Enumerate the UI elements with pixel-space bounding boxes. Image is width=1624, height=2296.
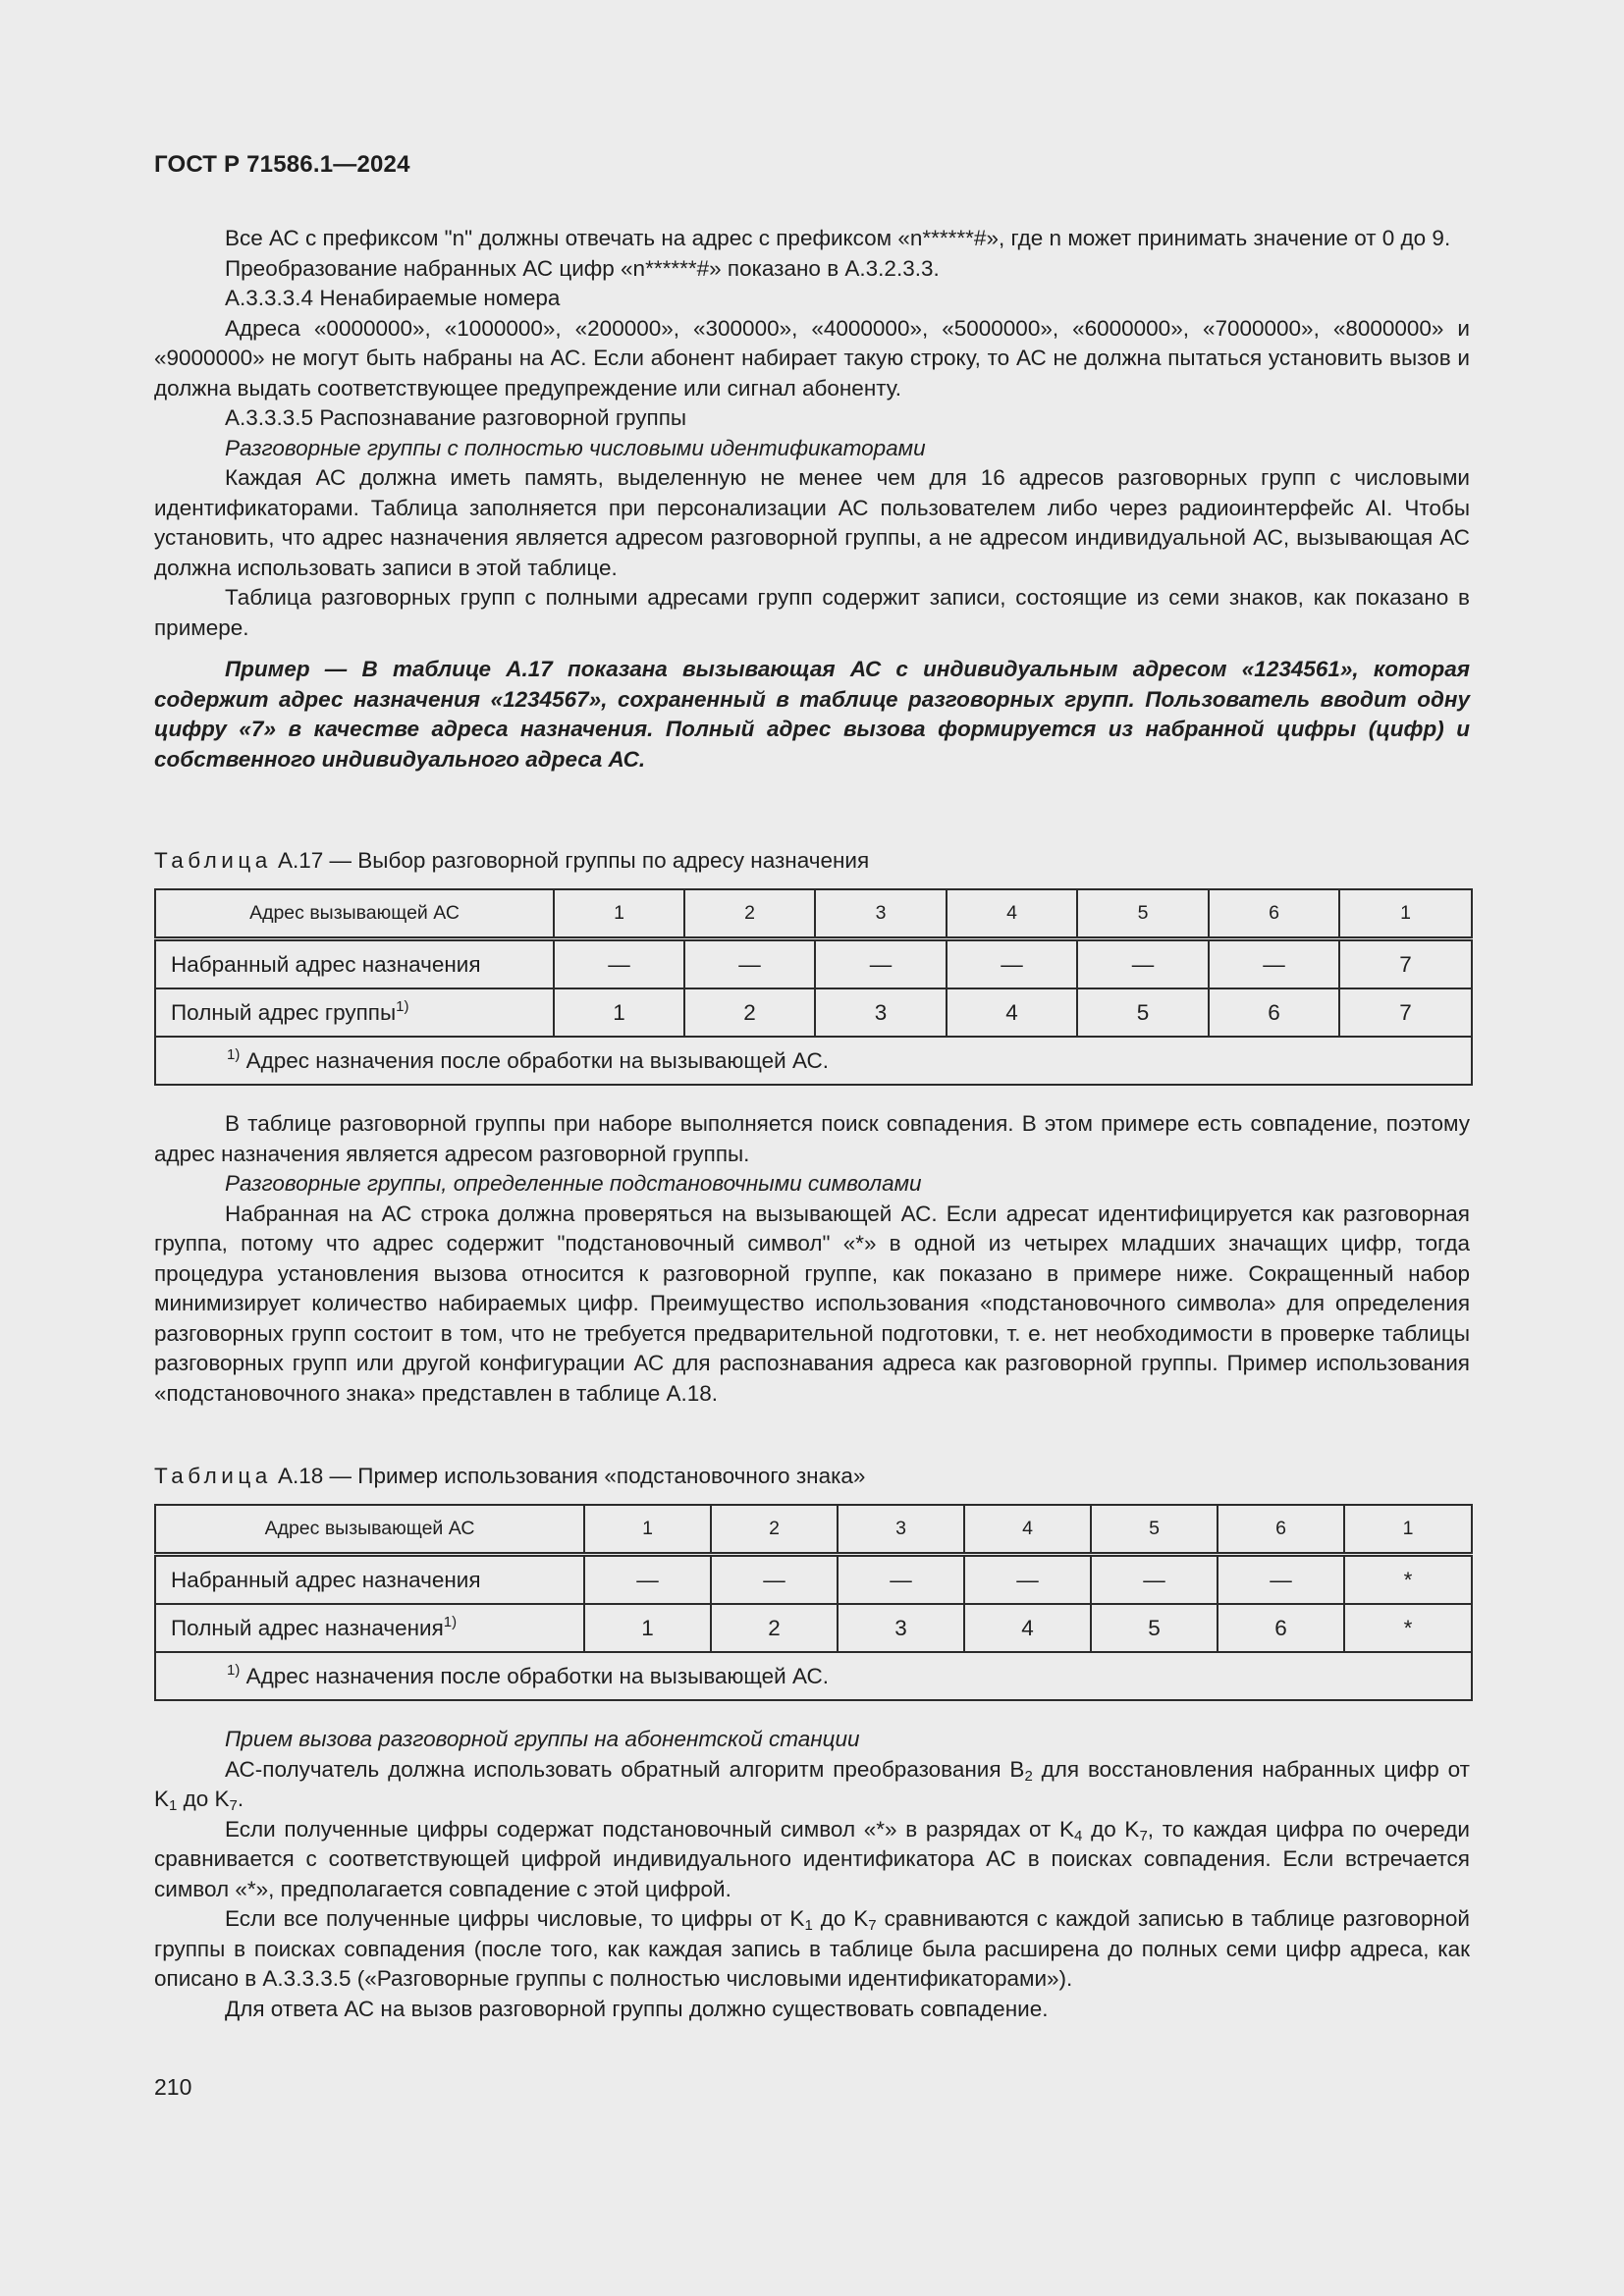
table-footnote-row (155, 1037, 1472, 1085)
table-cell: — (684, 939, 815, 989)
table-cell: 6 (1218, 1604, 1344, 1652)
table-row (155, 1555, 1472, 1605)
paragraph: Адреса «0000000», «1000000», «200000», «300000», «4000000», «5000000», «6000000», «7000000», «8000000» и «9000000» не могут быть набраны на АС. Если абонент набирает такую строку, то АС не должна пытаться установить вызов и должна выдать соответствующее предупреждение или сигнал абоненту. (154, 315, 1470, 400)
row-label-text: Полный адрес группы (171, 999, 397, 1025)
header-cell: 6 (1209, 889, 1339, 939)
header-cell: 2 (684, 889, 815, 939)
table-footnote (155, 1037, 1472, 1085)
footnote-marker: 1) (227, 1045, 241, 1063)
row-label: Набранный адрес назначения (155, 939, 554, 989)
subscript: 7 (1139, 1827, 1148, 1844)
subscript: 2 (1024, 1767, 1033, 1785)
text-run: , то каждая цифра по очереди сравнивается с соответствующей цифрой индивидуального идентификатора АС в поисках совпадения. Если встречается символ «*», предполагается совпадение с этой цифрой. (154, 1816, 1470, 1901)
subscript: 7 (229, 1797, 238, 1814)
text-block-middle (154, 1109, 1470, 1409)
header-cell: 6 (1218, 1505, 1344, 1555)
table-cell: * (1344, 1555, 1472, 1605)
paragraph: Все АС с префиксом "n" должны отвечать на адрес с префиксом «n******#», где n может принимать значение от 0 до 9. (225, 226, 1451, 250)
header-cell: 1 (1344, 1505, 1472, 1555)
header-cell: 3 (815, 889, 947, 939)
table-cell: 1 (554, 988, 684, 1037)
header-cell: Адрес вызывающей АС (155, 889, 554, 939)
table-cell: 4 (964, 1604, 1091, 1652)
footnote-marker: 1) (443, 1613, 458, 1630)
table-footnote-row (155, 1652, 1472, 1700)
subscript: 1 (804, 1917, 813, 1934)
table-cell: 5 (1091, 1604, 1218, 1652)
text-run: для восстановления набранных цифр от K (154, 1756, 1470, 1811)
caption-text: А.18 — Пример использования «подстановочного знака» (271, 1464, 866, 1488)
subheading-italic: Прием вызова разговорной группы на абонентской станции (225, 1727, 860, 1751)
document-header: ГОСТ Р 71586.1—2024 (154, 151, 410, 178)
text-run: до K (812, 1906, 869, 1931)
table-cell: 7 (1339, 939, 1472, 989)
table-cell: — (964, 1555, 1091, 1605)
header-cell: 5 (1077, 889, 1209, 939)
table-cell: — (1077, 939, 1209, 989)
row-label (155, 988, 554, 1037)
table-cell: — (815, 939, 947, 989)
table-cell: 3 (815, 988, 947, 1037)
header-cell: 2 (711, 1505, 838, 1555)
header-cell: 1 (554, 889, 684, 939)
table-a17 (154, 888, 1473, 1086)
footnote-text: Адрес назначения после обработки на вызывающей АС. (240, 1047, 830, 1073)
subscript: 7 (868, 1917, 877, 1934)
table-cell: — (584, 1555, 711, 1605)
footnote-text: Адрес назначения после обработки на вызывающей АС. (240, 1663, 830, 1688)
text-run: . (237, 1787, 244, 1811)
paragraph: Для ответа АС на вызов разговорной группы должно существовать совпадение. (225, 1996, 1049, 2021)
table-cell: 2 (711, 1604, 838, 1652)
table-cell: * (1344, 1604, 1472, 1652)
header-cell: 4 (947, 889, 1077, 939)
text-block-final (154, 1725, 1470, 2024)
paragraph (154, 1904, 1470, 1995)
text-run: Если полученные цифры содержат подстановочный символ «*» в разрядах от K (225, 1816, 1075, 1842)
header-cell: 4 (964, 1505, 1091, 1555)
table-a18-caption (154, 1464, 865, 1489)
paragraph (154, 1815, 1470, 1905)
table-header-row (155, 889, 1472, 939)
caption-prefix: Таблица (154, 1464, 272, 1488)
text-run: Если все полученные цифры числовые, то цифры от K (225, 1906, 805, 1931)
table-row (155, 1604, 1472, 1652)
header-cell: Адрес вызывающей АС (155, 1505, 584, 1555)
caption-prefix: Таблица (154, 848, 272, 873)
caption-text: А.17 — Выбор разговорной группы по адресу назначения (271, 848, 870, 873)
table-header-row (155, 1505, 1472, 1555)
subscript: 4 (1074, 1827, 1083, 1844)
table-cell: — (838, 1555, 964, 1605)
footnote-marker: 1) (396, 997, 409, 1015)
paragraph: Таблица разговорных групп с полными адресами групп содержит записи, состоящие из семи знаков, как показано в примере. (154, 585, 1470, 640)
row-label: Набранный адрес назначения (155, 1555, 584, 1605)
section-heading: А.3.3.3.5 Распознавание разговорной группы (225, 405, 687, 430)
header-cell: 1 (1339, 889, 1472, 939)
table-cell: — (1091, 1555, 1218, 1605)
table-cell: 4 (947, 988, 1077, 1037)
table-a17-caption (154, 848, 869, 874)
subheading-italic: Разговорные группы с полностью числовыми идентификаторами (225, 435, 926, 460)
page-number: 210 (154, 2074, 192, 2100)
footnote-marker: 1) (227, 1661, 241, 1679)
table-cell: — (711, 1555, 838, 1605)
text-run: до K (1082, 1816, 1140, 1842)
section-heading: А.3.3.3.4 Ненабираемые номера (225, 286, 561, 310)
table-cell: 5 (1077, 988, 1209, 1037)
table-row (155, 939, 1472, 989)
table-row (155, 988, 1472, 1037)
text-run: сравниваются с каждой записью в таблице разговорной группы в поисках совпадения (после того, как каждая запись в таблице была расширена до полных семи цифр адреса, как описано в А.3.3.3.5 («Разговорные группы с полностью числовыми идентификаторами»). (154, 1906, 1470, 1991)
example-note: Пример — В таблице А.17 показана вызывающая АС с индивидуальным адресом «1234561», которая содержит адрес назначения «1234567», сохраненный в таблице разговорных групп. Пользователь вводит одну цифру «7» в качестве адреса назначения. Полный адрес вызова формируется из набранной цифры (цифр) и собственного индивидуального адреса АС. (154, 657, 1470, 772)
table-cell: 3 (838, 1604, 964, 1652)
paragraph: Набранная на АС строка должна проверяться на вызывающей АС. Если адресат идентифицируется как разговорная группа, потому что адрес содержит "подстановочный символ" «*» в одной из четырех младших значащих цифр, тогда процедура установления вызова относится к разговорной группе, как показано в примере ниже. Сокращенный набор минимизирует количество набираемых цифр. Преимущество использования «подстановочного символа» для определения разговорных групп состоит в том, что не требуется предварительной подготовки, т. е. нет необходимости в проверке таблицы разговорных групп или другой конфигурации АС для распознавания адреса как разговорной группы. Пример использования «подстановочного знака» представлен в таблице А.18. (154, 1201, 1470, 1406)
row-label (155, 1604, 584, 1652)
table-cell: — (554, 939, 684, 989)
table-a18 (154, 1504, 1473, 1701)
header-cell: 3 (838, 1505, 964, 1555)
paragraph: Каждая АС должна иметь память, выделенную не менее чем для 16 адресов разговорных групп с числовыми идентификаторами. Таблица заполняется при персонализации АС пользователем либо через радиоинтерфейс AI. Чтобы установить, что адрес назначения является адресом разговорной группы, а не адресом индивидуальной АС, вызывающая АС должна использовать записи в этой таблице. (154, 465, 1470, 580)
header-cell: 1 (584, 1505, 711, 1555)
table-cell: — (1218, 1555, 1344, 1605)
table-cell: — (1209, 939, 1339, 989)
table-cell: 1 (584, 1604, 711, 1652)
paragraph (154, 1755, 1470, 1815)
header-cell: 5 (1091, 1505, 1218, 1555)
subheading-italic: Разговорные группы, определенные подстановочными символами (225, 1171, 922, 1196)
text-run: АС-получатель должна использовать обратный алгоритм преобразования В (225, 1756, 1025, 1782)
paragraph: Преобразование набранных АС цифр «n******#» показано в А.3.2.3.3. (225, 255, 940, 281)
table-footnote (155, 1652, 1472, 1700)
table-cell: — (947, 939, 1077, 989)
paragraph: В таблице разговорной группы при наборе выполняется поиск совпадения. В этом примере есть совпадение, поэтому адрес назначения является адресом разговорной группы. (154, 1111, 1470, 1166)
table-cell: 6 (1209, 988, 1339, 1037)
text-block-intro (154, 224, 1470, 774)
subscript: 1 (169, 1797, 178, 1814)
table-cell: 2 (684, 988, 815, 1037)
text-run: до K (177, 1787, 230, 1811)
row-label-text: Полный адрес назначения (171, 1615, 444, 1640)
table-cell: 7 (1339, 988, 1472, 1037)
